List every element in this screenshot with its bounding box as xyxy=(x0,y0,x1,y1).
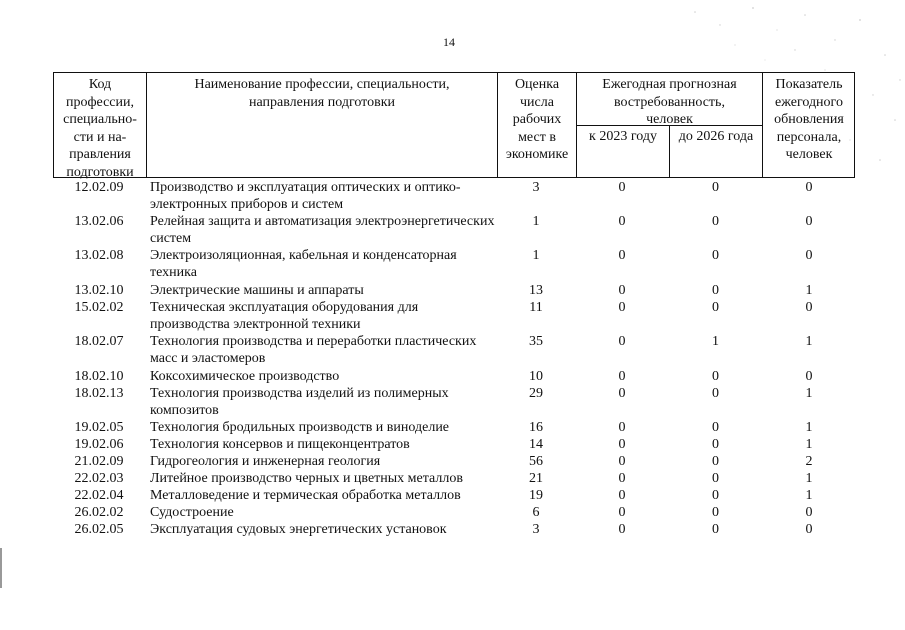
row-name: Технология производства изделий из полимерных композитов xyxy=(150,386,449,418)
row-code: 21.02.09 xyxy=(74,454,124,469)
row-code: 18.02.10 xyxy=(74,369,124,384)
page-number: 14 xyxy=(443,35,455,49)
header-estimate: Оценка числа рабочих мест в экономике xyxy=(505,77,569,162)
row-demand-2023: 0 xyxy=(618,300,626,315)
row-estimate: 3 xyxy=(532,522,540,537)
row-demand-2023: 0 xyxy=(618,334,626,349)
header-demand-2026: до 2026 года xyxy=(678,129,754,144)
row-name: Техническая эксплуатация оборудования для производства электронной техники xyxy=(150,300,419,332)
row-code: 22.02.03 xyxy=(74,471,124,486)
row-renewal: 1 xyxy=(805,334,813,349)
row-demand-2026: 0 xyxy=(712,471,719,486)
row-demand-2023: 0 xyxy=(618,488,626,503)
row-renewal: 0 xyxy=(805,214,813,229)
row-demand-2023: 0 xyxy=(618,283,626,298)
row-estimate: 29 xyxy=(529,386,543,401)
row-demand-2026: 0 xyxy=(712,300,719,315)
row-code: 18.02.13 xyxy=(74,386,124,401)
row-name: Релейная защита и автоматизация электроэнергетических систем xyxy=(150,214,495,246)
row-estimate: 14 xyxy=(529,437,543,452)
row-estimate: 21 xyxy=(529,471,543,486)
row-demand-2023: 0 xyxy=(618,214,626,229)
row-estimate: 16 xyxy=(529,420,543,435)
row-demand-2023: 0 xyxy=(618,454,626,469)
row-renewal: 0 xyxy=(805,248,813,263)
row-name: Электроизоляционная, кабельная и конденсаторная техника xyxy=(150,248,457,280)
row-demand-2023: 0 xyxy=(618,369,626,384)
row-demand-2026: 0 xyxy=(712,283,719,298)
row-name: Судостроение xyxy=(150,505,234,520)
row-estimate: 35 xyxy=(529,334,543,349)
row-code: 22.02.04 xyxy=(74,488,124,503)
row-renewal: 1 xyxy=(805,488,813,503)
row-code: 26.02.02 xyxy=(74,505,124,520)
row-renewal: 1 xyxy=(805,386,813,401)
row-demand-2026: 0 xyxy=(712,420,719,435)
row-code: 19.02.05 xyxy=(74,420,124,435)
row-name: Технология консервов и пищеконцентратов xyxy=(150,437,410,452)
row-code: 12.02.09 xyxy=(74,180,124,195)
row-demand-2023: 0 xyxy=(618,420,626,435)
row-code: 18.02.07 xyxy=(74,334,124,349)
row-code: 26.02.05 xyxy=(74,522,124,537)
row-name: Коксохимическое производство xyxy=(150,369,340,384)
row-renewal: 1 xyxy=(805,420,813,435)
row-estimate: 1 xyxy=(532,214,540,229)
header-name: Наименование профессии, специальности, направления подготовки xyxy=(194,77,450,110)
row-name: Металловедение и термическая обработка металлов xyxy=(150,488,461,503)
row-code: 13.02.06 xyxy=(74,214,124,229)
row-renewal: 0 xyxy=(805,180,813,195)
row-renewal: 0 xyxy=(805,505,813,520)
row-renewal: 1 xyxy=(805,471,813,486)
header-renewal: Показатель ежегодного обновления персонала, человек xyxy=(774,77,844,162)
scan-edge-mark xyxy=(0,548,2,588)
row-demand-2026: 0 xyxy=(712,214,719,229)
row-estimate: 10 xyxy=(529,369,543,384)
row-demand-2023: 0 xyxy=(618,471,626,486)
row-renewal: 1 xyxy=(805,283,813,298)
row-demand-2026: 0 xyxy=(712,369,719,384)
row-name: Электрические машины и аппараты xyxy=(150,283,364,298)
row-demand-2023: 0 xyxy=(618,180,626,195)
row-estimate: 13 xyxy=(529,283,543,298)
table-header xyxy=(53,72,855,178)
row-demand-2023: 0 xyxy=(618,505,626,520)
row-code: 15.02.02 xyxy=(74,300,124,315)
row-estimate: 3 xyxy=(532,180,540,195)
row-demand-2026: 0 xyxy=(712,505,719,520)
row-demand-2023: 0 xyxy=(618,437,626,452)
row-demand-2026: 0 xyxy=(712,454,719,469)
row-demand-2026: 1 xyxy=(712,334,719,349)
row-renewal: 2 xyxy=(805,454,813,469)
row-demand-2026: 0 xyxy=(712,437,719,452)
row-renewal: 0 xyxy=(805,300,813,315)
row-name: Технология бродильных производств и виноделие xyxy=(150,420,450,435)
row-demand-2026: 0 xyxy=(712,248,719,263)
header-demand: Ежегодная прогнозная востребованность, человек xyxy=(602,77,737,127)
row-name: Эксплуатация судовых энергетических установок xyxy=(150,522,447,537)
header-demand-2023: к 2023 году xyxy=(589,129,657,144)
row-code: 13.02.08 xyxy=(74,248,124,263)
row-renewal: 1 xyxy=(805,437,813,452)
row-estimate: 1 xyxy=(532,248,540,263)
row-demand-2023: 0 xyxy=(618,522,626,537)
row-demand-2023: 0 xyxy=(618,386,626,401)
row-demand-2026: 0 xyxy=(712,522,719,537)
row-name: Технология производства и переработки пластических масс и эластомеров xyxy=(150,334,477,366)
row-name: Производство и эксплуатация оптических и оптико-электронных приборов и систем xyxy=(150,180,461,212)
row-demand-2026: 0 xyxy=(712,180,719,195)
row-renewal: 0 xyxy=(805,369,813,384)
row-name: Гидрогеология и инженерная геология xyxy=(150,454,381,469)
row-estimate: 11 xyxy=(529,300,543,315)
row-code: 13.02.10 xyxy=(74,283,124,298)
row-estimate: 19 xyxy=(529,488,543,503)
row-estimate: 6 xyxy=(532,505,540,520)
row-renewal: 0 xyxy=(805,522,813,537)
row-code: 19.02.06 xyxy=(74,437,124,452)
header-code: Код профессии, специально- сти и на- правления подготовки xyxy=(63,77,137,180)
row-name: Литейное производство черных и цветных металлов xyxy=(150,471,463,486)
row-estimate: 56 xyxy=(529,454,543,469)
row-demand-2026: 0 xyxy=(712,488,719,503)
row-demand-2026: 0 xyxy=(712,386,719,401)
row-demand-2023: 0 xyxy=(618,248,626,263)
